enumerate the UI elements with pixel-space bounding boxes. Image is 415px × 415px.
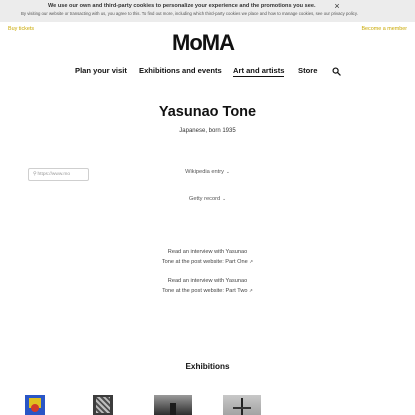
getty-record-label: Getty record: [188, 196, 221, 202]
exhibitions-heading: Exhibitions: [185, 362, 230, 371]
cookie-banner: [0, 0, 415, 22]
nav-exhibitions-and-events[interactable]: Exhibitions and events: [139, 66, 222, 75]
moma-logo[interactable]: MoMA: [172, 30, 234, 55]
cookie-banner-text: By visiting our website or transacting with us, you agree to this. To find out more, including which third-party cookies we place and how to manage cookies, see our: [21, 11, 330, 16]
interview-line: Tone at the post website: Part One ↗: [161, 259, 254, 265]
interview-link-part-one[interactable]: [0, 247, 415, 267]
exhibition-image-3[interactable]: [154, 395, 192, 415]
nav-plan-your-visit[interactable]: Plan your visit: [75, 66, 127, 75]
cookie-banner-title: We use our own and third-party cookies to personalize your experience and the promotions you see.: [48, 3, 316, 9]
become-member-link[interactable]: Become a member: [361, 26, 407, 32]
url-field-text: https://www.mo: [37, 172, 71, 177]
buy-tickets-link[interactable]: Buy tickets: [8, 26, 35, 32]
link-icon: ⚲: [33, 172, 37, 177]
wikipedia-entry-toggle[interactable]: [0, 169, 415, 175]
interview-line: Tone at the post website: Part Two ↗: [162, 288, 253, 294]
exhibition-image-1[interactable]: [25, 395, 45, 415]
chevron-down-icon: ⌄: [226, 169, 230, 174]
nav-art-and-artists[interactable]: Art and artists: [233, 66, 285, 75]
wikipedia-entry-label: Wikipedia entry: [185, 169, 225, 175]
main-nav: [0, 66, 415, 78]
close-icon[interactable]: ×: [334, 1, 340, 11]
interview-line: Read an interview with Yasunao: [167, 278, 248, 284]
interview-link-part-two[interactable]: [0, 276, 415, 296]
search-icon[interactable]: [332, 67, 341, 76]
chevron-down-icon: ⌄: [222, 196, 227, 201]
interview-line: Read an interview with Yasunao: [167, 249, 248, 255]
artist-name: Yasunao Tone: [158, 104, 257, 120]
exhibition-image-4[interactable]: [223, 395, 261, 415]
getty-record-toggle[interactable]: [0, 196, 415, 202]
artist-nationality: Japanese, born 1935: [179, 128, 236, 134]
cookie-banner-body: [21, 11, 401, 16]
exhibition-image-2[interactable]: [93, 395, 113, 415]
external-link-icon: ↗: [249, 259, 254, 264]
nav-store[interactable]: Store: [298, 66, 318, 75]
external-link-icon: ↗: [249, 288, 253, 293]
privacy-policy-link[interactable]: privacy policy.: [331, 11, 358, 16]
